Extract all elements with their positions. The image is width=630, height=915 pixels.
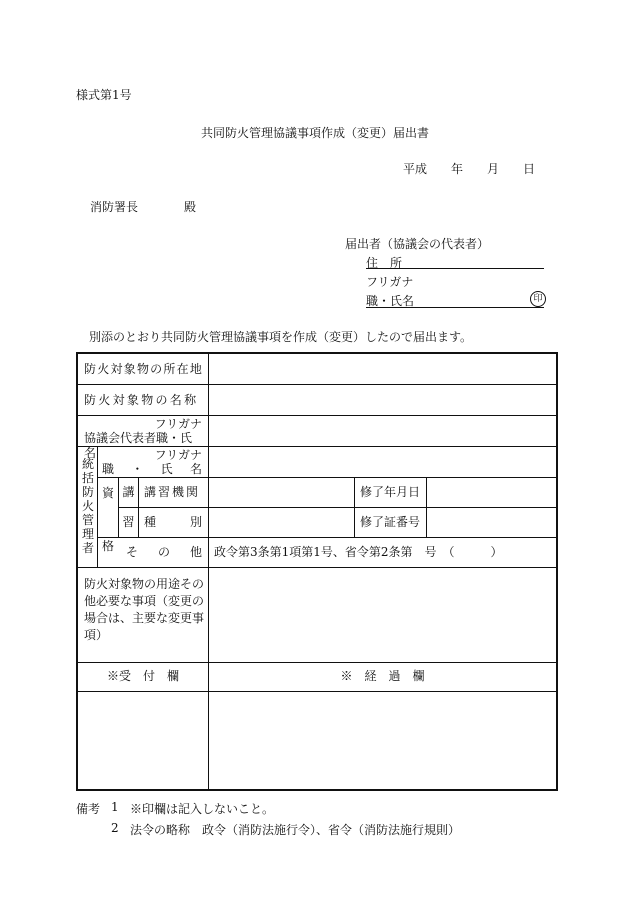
- note-1-number: 1: [111, 800, 119, 814]
- building-name-label: 防火対象物の名称: [84, 393, 199, 407]
- training-org-label: 講習機関: [144, 485, 201, 499]
- qualification-label-top: 資: [101, 486, 114, 500]
- progress-label: ※ 経 過 欄: [340, 669, 425, 683]
- rep-name-field[interactable]: [209, 416, 556, 446]
- addressee-honorific: 殿: [184, 200, 197, 214]
- rep-furigana-label: フリガナ: [154, 417, 202, 431]
- training-label-bottom: 習: [122, 515, 135, 529]
- seal-mark: 印: [530, 291, 546, 307]
- date-era: 平成: [403, 162, 428, 176]
- intro-text: 別添のとおり共同防火管理協議事項を作成（変更）したので届出ます。: [89, 330, 473, 344]
- usage-field[interactable]: [209, 568, 556, 662]
- training-label-top: 講: [122, 485, 135, 499]
- reception-area: [78, 692, 208, 791]
- notes-heading: 備考: [76, 802, 101, 816]
- manager-furigana-label: フリガナ: [154, 448, 202, 462]
- building-name-field[interactable]: [209, 385, 556, 415]
- type-field[interactable]: [209, 508, 354, 537]
- date-year: 年: [451, 162, 464, 176]
- addressee-name: 消防署長: [90, 200, 139, 214]
- qualification-label-bottom: 格: [101, 539, 114, 553]
- completion-date-field[interactable]: [427, 478, 556, 507]
- manager-name-label: 職 ・ 氏 名: [102, 462, 202, 476]
- other-label: そ の 他: [126, 545, 202, 559]
- date-day: 日: [523, 162, 536, 176]
- reception-label: ※受 付 欄: [106, 669, 179, 683]
- training-org-field[interactable]: [209, 478, 354, 507]
- applicant-address-label: 住 所: [366, 256, 403, 270]
- manager-name-field[interactable]: [209, 447, 556, 477]
- note-2-text: 法令の略称 政令（消防法施行令）、省令（消防法施行規則）: [130, 823, 461, 837]
- type-label: 種 別: [144, 515, 202, 529]
- rep-name-label: 協議会代表者職・氏名: [84, 431, 193, 460]
- applicant-name-label: 職・氏名: [366, 294, 415, 308]
- certificate-no-label: 修了証番号: [360, 515, 421, 529]
- other-value: 政令第3条第1項第1号、省令第2条第 号 （ ）: [214, 545, 503, 559]
- form-number: 様式第1号: [76, 88, 132, 102]
- address-underline: [366, 268, 544, 269]
- document-title: 共同防火管理協議事項作成（変更）届出書: [200, 126, 429, 140]
- applicant-heading: 届出者（協議会の代表者）: [345, 237, 490, 251]
- note-2-number: 2: [111, 821, 119, 835]
- certificate-no-field[interactable]: [427, 508, 556, 537]
- completion-date-label: 修了年月日: [360, 485, 421, 499]
- location-field[interactable]: [209, 354, 556, 384]
- name-underline: [366, 307, 544, 308]
- location-label: 防 火 対 象 物 の 所 在 地: [84, 362, 202, 376]
- note-1-text: ※印欄は記入しないこと。: [130, 802, 275, 816]
- applicant-furigana-label: フリガナ: [366, 275, 414, 289]
- date-month: 月: [487, 162, 500, 176]
- manager-group-label: 統 括 防 火 管 理 者: [81, 457, 94, 555]
- registration-table: [76, 352, 558, 791]
- usage-label: 防火対象物の用途その他必要な事項（変更の場合は、主要な変更事項）: [84, 577, 205, 642]
- progress-area: [209, 692, 556, 791]
